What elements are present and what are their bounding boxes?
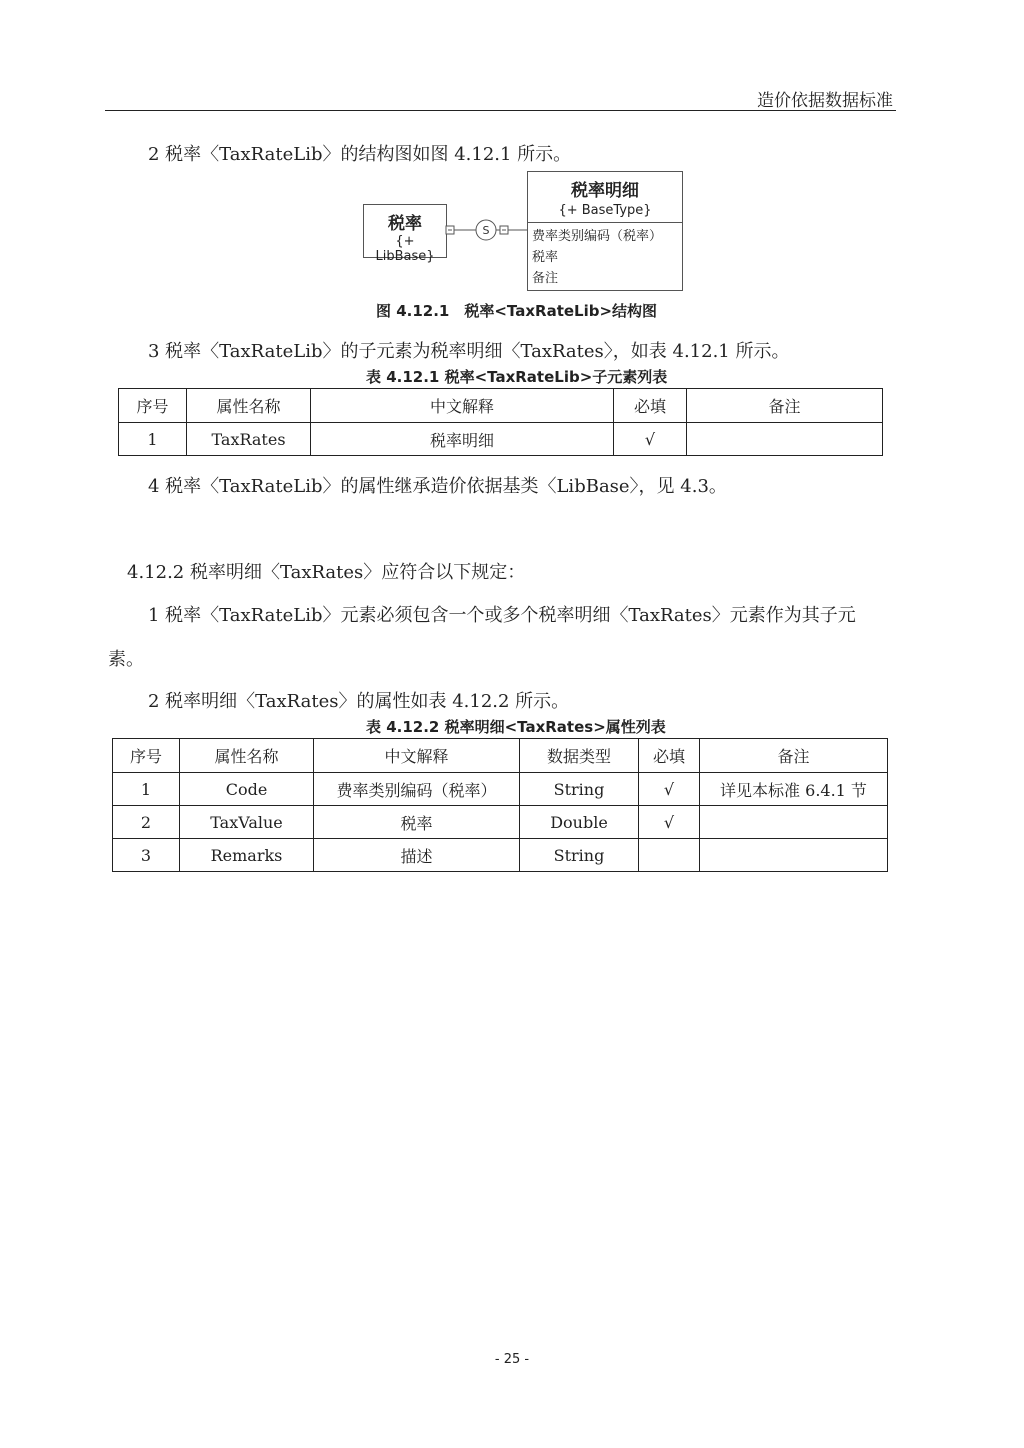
attributes-table (112, 738, 888, 872)
taxrates-attribute-item: 税率 (532, 250, 559, 265)
table-header-cell: 属性名称 (187, 389, 311, 423)
figure-caption: 图 4.12.1 税率<TaxRateLib>结构图 (376, 302, 658, 320)
table-header-cell: 属性名称 (180, 739, 314, 773)
table-cell: 详见本标准 6.4.1 节 (700, 773, 888, 806)
paragraph-attributes-intro: 2 税率明细〈TaxRates〉的属性如表 4.12.2 所示。 (148, 691, 570, 712)
table-cell: 费率类别编码（税率） (314, 773, 520, 806)
table-cell: Code (180, 773, 314, 806)
taxratelib-box-title: 税率 (388, 214, 422, 234)
table-cell: TaxRates (187, 423, 311, 456)
taxrates-box (527, 171, 683, 291)
paragraph-rule-line2: 素。 (108, 649, 144, 670)
connector-svg (444, 215, 530, 247)
section-heading: 4.12.2 税率明细〈TaxRates〉应符合以下规定： (127, 562, 526, 583)
table-cell: 描述 (314, 839, 520, 872)
header-rule (105, 110, 896, 111)
table-cell (687, 423, 883, 456)
table-cell (639, 839, 700, 872)
table-cell: 1 (119, 423, 187, 456)
table2-caption: 表 4.12.2 税率明细<TaxRates>属性列表 (366, 718, 666, 736)
table-cell: String (520, 839, 639, 872)
table-cell (700, 839, 888, 872)
table-header-cell: 中文解释 (311, 389, 614, 423)
table-header-row (113, 739, 888, 773)
table-cell: √ (614, 423, 687, 456)
taxrates-box-title: 税率明细 (571, 181, 639, 201)
table-cell: Remarks (180, 839, 314, 872)
table1-caption: 表 4.12.1 税率<TaxRateLib>子元素列表 (366, 368, 668, 386)
table-cell (700, 806, 888, 839)
paragraph-structure-intro: 2 税率〈TaxRateLib〉的结构图如图 4.12.1 所示。 (148, 144, 572, 165)
taxrates-attribute-item: 备注 (532, 271, 559, 286)
taxratelib-box (363, 204, 447, 264)
taxrates-box-subtitle: {+ BaseType} (558, 203, 652, 218)
taxrates-attribute-list (528, 222, 682, 289)
table-header-cell: 序号 (119, 389, 187, 423)
table-cell: √ (639, 806, 700, 839)
table-row (113, 806, 888, 839)
sequence-compositor-label: S (482, 224, 490, 237)
table-cell: String (520, 773, 639, 806)
page-number: - 25 - (494, 1352, 530, 1367)
paragraph-rule-line1: 1 税率〈TaxRateLib〉元素必须包含一个或多个税率明细〈TaxRates〉元素作为其子元 (148, 605, 856, 626)
table-header-cell: 备注 (700, 739, 888, 773)
table-cell: TaxValue (180, 806, 314, 839)
paragraph-child-elements: 3 税率〈TaxRateLib〉的子元素为税率明细〈TaxRates〉，如表 4.12.1 所示。 (148, 341, 790, 362)
table-header-cell: 序号 (113, 739, 180, 773)
table-cell: 税率明细 (311, 423, 614, 456)
table-header-cell: 数据类型 (520, 739, 639, 773)
table-cell: 1 (113, 773, 180, 806)
table-header-cell: 必填 (614, 389, 687, 423)
taxrates-attribute-item: 费率类别编码（税率） (532, 229, 663, 244)
running-header: 造价依据数据标准 (757, 91, 893, 111)
paragraph-inheritance: 4 税率〈TaxRateLib〉的属性继承造价依据基类〈LibBase〉，见 4.3。 (148, 476, 727, 497)
table-cell: 税率 (314, 806, 520, 839)
table-row (119, 423, 883, 456)
taxratelib-box-subtitle: {+ LibBase} (375, 234, 435, 264)
table-header-cell: 备注 (687, 389, 883, 423)
table-header-row (119, 389, 883, 423)
table-cell: 3 (113, 839, 180, 872)
table-header-cell: 必填 (639, 739, 700, 773)
table-cell: √ (639, 773, 700, 806)
table-cell: Double (520, 806, 639, 839)
table-row (113, 839, 888, 872)
table-cell: 2 (113, 806, 180, 839)
child-elements-table (118, 388, 883, 456)
table-header-cell: 中文解释 (314, 739, 520, 773)
table-row (113, 773, 888, 806)
